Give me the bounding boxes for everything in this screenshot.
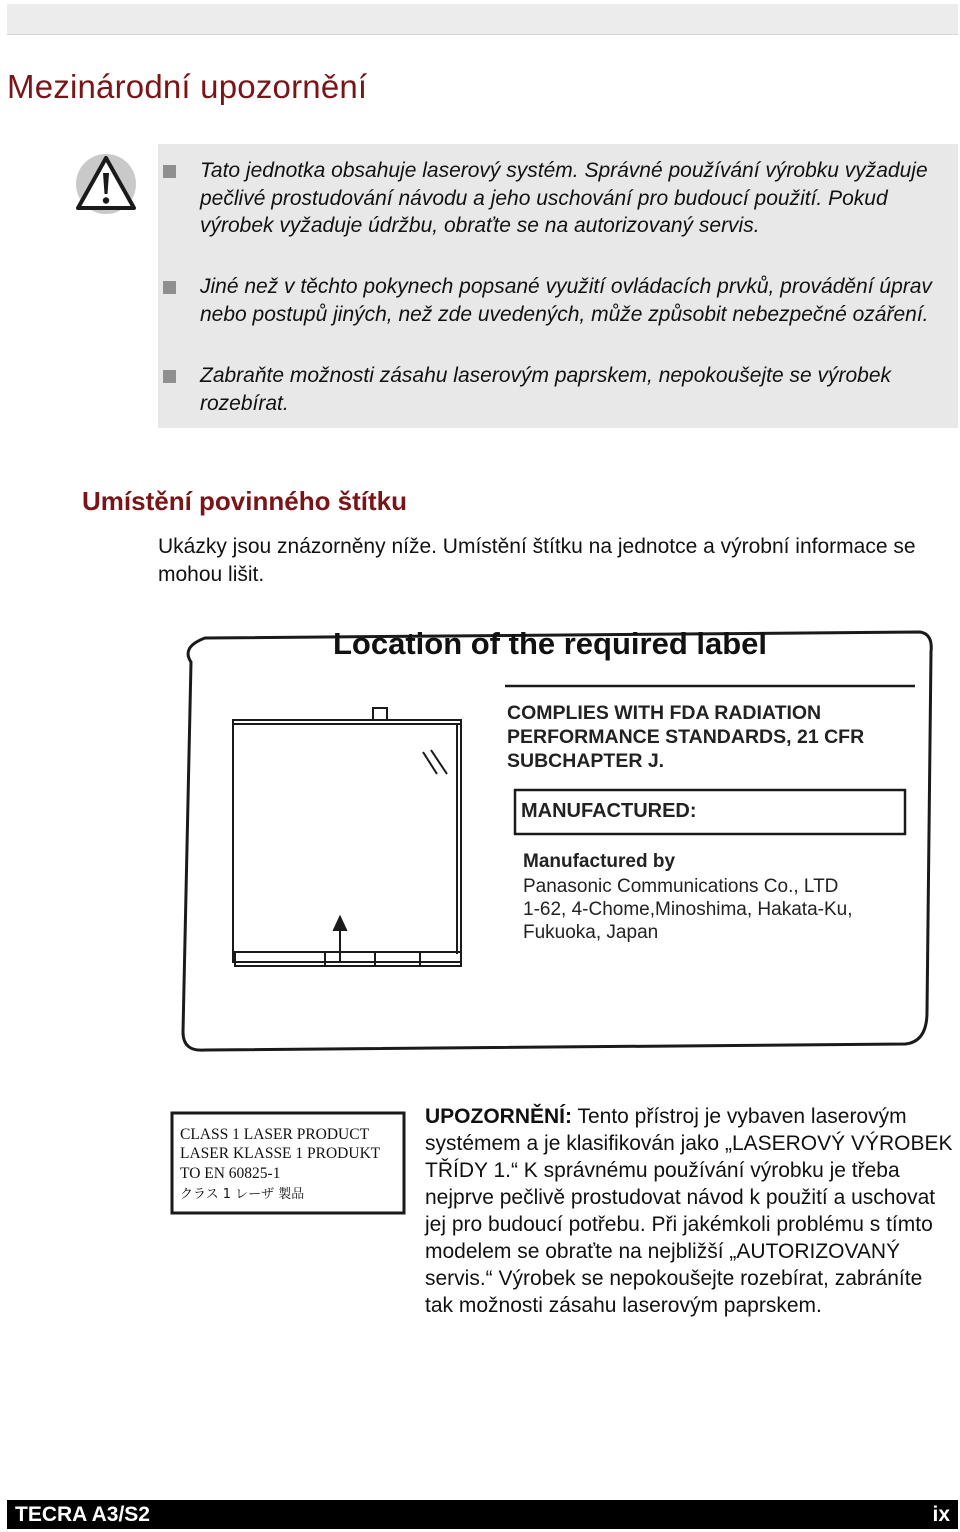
footer-page-number: ix: [932, 1503, 950, 1526]
bullet-square-icon: [163, 165, 176, 178]
warning-item-text: Tato jednotka obsahuje laserový systém. Správné používání výrobku vyžaduje pečlivé prostudování návodu a jeho uschování pro budoucí použití. Pokud výrobek vyžaduje údržbu, obraťte se na autorizovaný servis.: [200, 159, 928, 237]
class-label-line: TO EN 60825-1: [180, 1165, 281, 1182]
label-location-figure: [175, 612, 935, 1057]
manufacturer-line: Manufactured by: [523, 851, 676, 872]
footer-bar: [7, 1500, 958, 1529]
warning-item: [158, 273, 948, 328]
warning-triangle-icon: [74, 153, 138, 215]
section-intro: Ukázky jsou znázorněny níže. Umístění štítku na jednotce a výrobní informace se mohou lišit.: [158, 535, 916, 586]
section-title: Umístění povinného štítku: [82, 486, 408, 516]
warning-item: [158, 157, 948, 240]
caution-paragraph: [425, 1103, 955, 1319]
manufacturer-line: 1-62, 4-Chome,Minoshima, Hakata-Ku,: [523, 899, 853, 920]
caution-heading: UPOZORNĚNÍ:: [425, 1105, 572, 1128]
warning-item-text: Zabraňte možnosti zásahu laserovým paprskem, nepokoušejte se výrobek rozebírat.: [200, 364, 892, 415]
header-bar: [7, 4, 958, 35]
drive-drawing: [233, 708, 461, 966]
manufacturer-line: Panasonic Communications Co., LTD: [523, 876, 839, 897]
bullet-square-icon: [163, 281, 176, 294]
class-label-line: LASER KLASSE 1 PRODUKT: [180, 1145, 381, 1162]
bullet-square-icon: [163, 370, 176, 383]
figure-title: Location of the required label: [332, 626, 768, 661]
manufactured-label: MANUFACTURED:: [521, 800, 697, 822]
manufacturer-line: Fukuoka, Japan: [523, 922, 659, 943]
warning-item-text: Jiné než v těchto pokynech popsané využití ovládacích prvků, provádění úprav nebo postupů jiných, než zde uvedených, může způsobit nebezpečné ozáření.: [200, 275, 932, 326]
laser-class-label: [170, 1111, 406, 1215]
class-label-line: CLASS 1 LASER PRODUCT: [180, 1126, 370, 1143]
page-title: Mezinárodní upozornění: [7, 68, 368, 105]
caution-text: Tento přístroj je vybaven laserovým systémem a je klasifikován jako „LASEROVÝ VÝROBEK TŘÍDY 1.“ K správnému používání výrobku je třeba nejprve pečlivě prostudovat návod k použití a uschovat jej pro budoucí potřebu. Při jakémkoli problému s tímto modelem se obraťte na nejbližší „AUTORIZOVANÝ servis.“ Výrobek se nepokoušejte rozebírat, zabráníte tak možnosti zásahu laserovým paprskem.: [425, 1105, 953, 1317]
class-label-line: クラス 1 レーザ 製品: [180, 1187, 305, 1202]
complies-line: PERFORMANCE STANDARDS, 21 CFR: [507, 726, 865, 748]
footer-model: TECRA A3/S2: [15, 1503, 150, 1526]
warning-box: [158, 144, 958, 428]
complies-line: SUBCHAPTER J.: [507, 750, 665, 772]
complies-line: COMPLIES WITH FDA RADIATION: [507, 702, 822, 724]
warning-item: [158, 362, 948, 417]
